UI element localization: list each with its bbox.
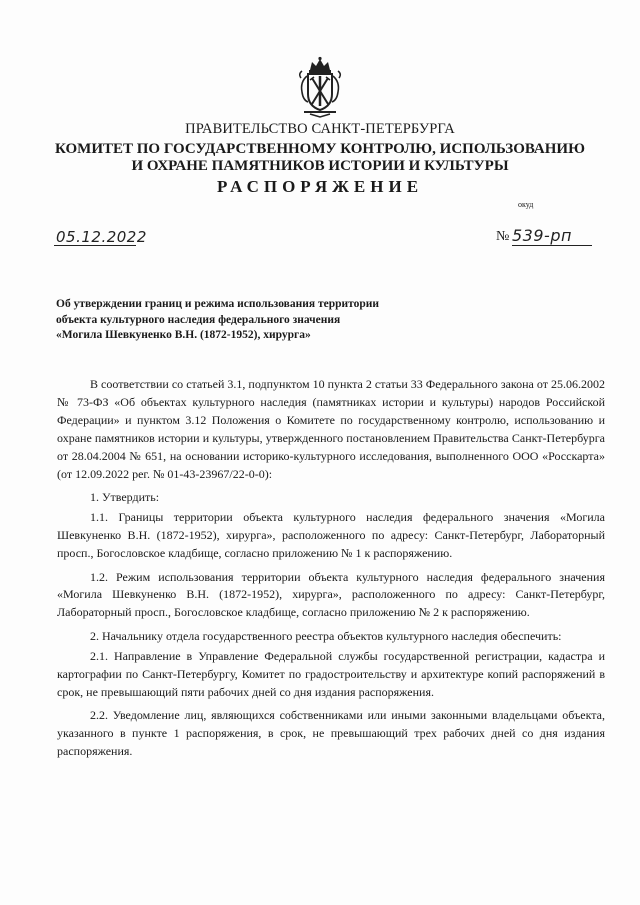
paragraph-2-1: 2.1. Направление в Управление Федеральной службы государственной регистрации, кадастра и картографии по Санкт-Петербургу, Комитет по градостроительству и архитектуре копий распоряжений в срок, не превышающий пяти рабочих дней со дня издания распоряжения. [57,649,605,699]
paragraph-1-2: 1.2. Режим использования территории объекта культурного наследия федерального значения «Могила Шевкуненко В.Н. (1872-1952), хирурга», расположенного по адресу: Санкт-Петербург, Лабораторный просп., Богословское кладбище, согласно приложению № 2 к распоряжению. [57,569,605,620]
okud-label: окуд [518,200,534,209]
coat-of-arms-icon [296,56,344,118]
title-line1: Об утверждении границ и режима использования территории [56,298,380,310]
title-line2: объекта культурного наследия федерального значения [56,313,341,326]
document-number: 539-рп [512,226,572,245]
date-underline [54,245,136,246]
paragraph-2-2: 2.2. Уведомление лиц, являющихся собственниками или иными законными владельцами объекта, указанного в пункте 1 распоряжения, в срок, не превышающий трех рабочих дней со дня издания распоряжения. [57,708,605,759]
preamble-paragraph: В соответствии со статьей 3.1, подпунктом 10 пункта 2 статьи 33 Федерального закона от 25.06.2002 № 73-ФЗ «Об объектах культурного наследия (памятниках истории и культуры) народов Российской Федерации» и пунктом 3.12 Положения о Комитете по государственному контролю, использованию и охране памятников истории и культуры, утвержденного постановлением Правительства Санкт-Петербурга от 28.04.2004 № 651, на основании историко-культурного исследования, выполненного ООО «Росскарта» (от 12.09.2022 рег. № 01-43-23967/22-0-0): [57,377,605,481]
paragraph-2: 2. Начальнику отдела государственного реестра объектов культурного наследия обеспечить: [90,628,562,643]
committee-name-line2: И ОХРАНЕ ПАМЯТНИКОВ ИСТОРИИ И КУЛЬТУРЫ [131,158,509,174]
document-body [57,376,605,767]
number-label: № [496,229,510,244]
document-date: 05.12.2022 [56,228,147,246]
paragraph-1: 1. Утвердить: [90,489,160,504]
document-title [56,297,456,344]
paragraph-1-1: 1.1. Границы территории объекта культурного наследия федерального значения «Могила Шевкуненко В.Н. (1872-1952), хирурга», расположенного по адресу: Санкт-Петербург, Лабораторный просп., Богословское кладбище, согласно приложению № 1 к распоряжению. [57,510,605,561]
number-underline [512,245,592,246]
title-line3: «Могила Шевкуненко В.Н. (1872-1952), хирурга» [56,329,311,341]
committee-name-line1: КОМИТЕТ ПО ГОСУДАРСТВЕННОМУ КОНТРОЛЮ, ИСПОЛЬЗОВАНИЮ [55,141,585,157]
document-type: РАСПОРЯЖЕНИЕ [216,177,424,196]
government-name: ПРАВИТЕЛЬСТВО САНКТ-ПЕТЕРБУРГА [185,121,455,137]
